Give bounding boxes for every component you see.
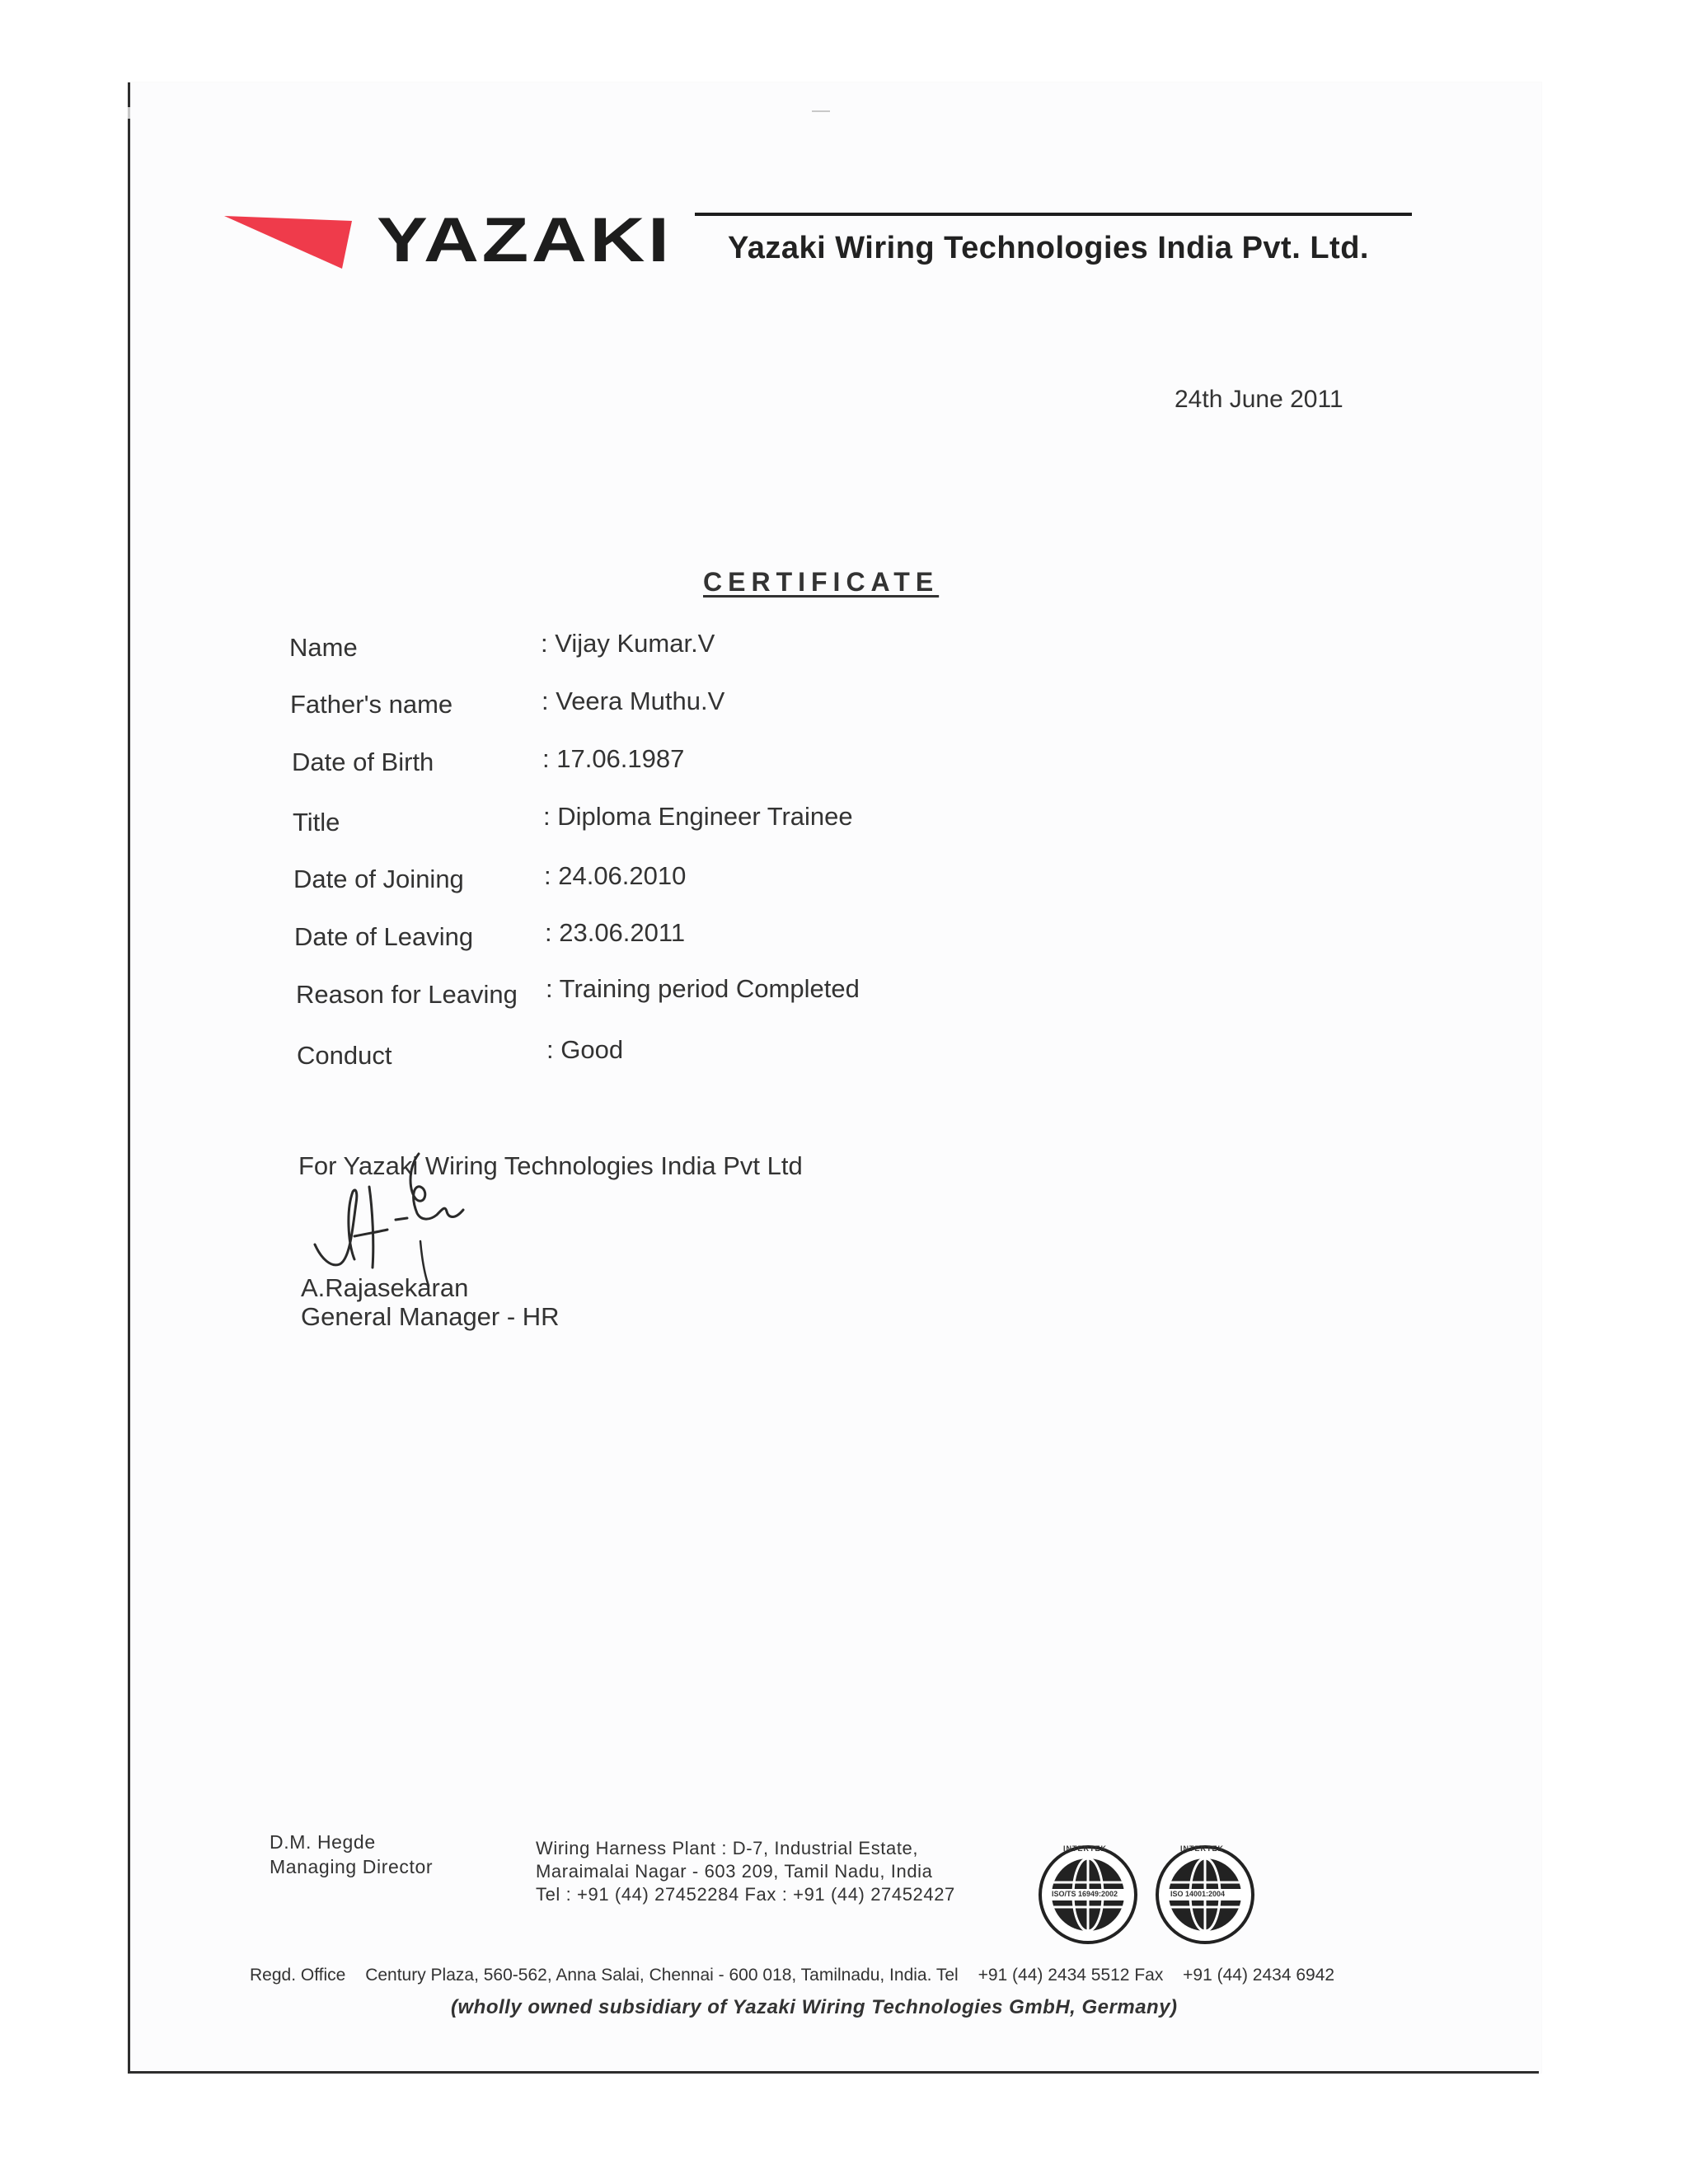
field-label-date-of-leaving: Date of Leaving (294, 922, 474, 951)
plant-address-line3: Tel : +91 (44) 27452284 Fax : +91 (44) 27452427 (536, 1884, 955, 1905)
yazaki-logo-icon (224, 216, 356, 274)
badge1-org: INTERTEK (1063, 1844, 1107, 1853)
regd-office-label: Regd. Office (250, 1966, 346, 1985)
company-name: Yazaki Wiring Technologies India Pvt. Ltd. (728, 231, 1369, 265)
signatory-title: General Manager - HR (301, 1302, 560, 1331)
field-label-conduct: Conduct (297, 1041, 392, 1070)
scan-mark (128, 107, 130, 119)
header-rule (695, 213, 1412, 216)
field-label-fathers-name: Father's name (290, 690, 453, 719)
regd-office-address: Century Plaza, 560-562, Anna Salai, Chennai - 600 018, Tamilnadu, India. Tel (365, 1966, 959, 1985)
field-value-date-of-leaving: : 23.06.2011 (545, 918, 686, 947)
field-label-date-of-birth: Date of Birth (292, 748, 434, 776)
field-label-name: Name (289, 633, 358, 662)
field-label-title: Title (293, 808, 340, 837)
md-name: D.M. Hegde (270, 1831, 376, 1853)
page-bottom-edge (128, 2071, 1539, 2074)
plant-address-line1: Wiring Harness Plant : D-7, Industrial Estate, (536, 1838, 919, 1858)
badge1-standard: ISO/TS 16949:2002 (1052, 1890, 1118, 1898)
signature-image (305, 1144, 486, 1288)
md-title: Managing Director (270, 1856, 434, 1877)
field-value-date-of-birth: : 17.06.1987 (542, 744, 685, 773)
field-value-date-of-joining: : 24.06.2010 (544, 861, 687, 890)
badge2-standard: ISO 14001:2004 (1170, 1890, 1226, 1898)
field-value-name: : Vijay Kumar.V (541, 629, 715, 658)
regd-office-tel: +91 (44) 2434 5512 Fax (978, 1966, 1164, 1985)
for-company-line: For Yazaki Wiring Technologies India Pvt Ltd (298, 1151, 803, 1180)
field-value-reason-for-leaving: : Training period Completed (546, 974, 860, 1003)
field-value-conduct: : Good (546, 1035, 624, 1064)
brand-wordmark: YAZAKI (377, 205, 673, 275)
field-label-reason-for-leaving: Reason for Leaving (296, 980, 518, 1009)
plant-address-line2: Maraimalai Nagar - 603 209, Tamil Nadu, India (536, 1861, 933, 1882)
document-title: CERTIFICATE (703, 567, 940, 597)
field-label-date-of-joining: Date of Joining (293, 865, 464, 893)
document-page (128, 82, 1541, 2073)
document-date: 24th June 2011 (1175, 386, 1343, 413)
registered-office-line (250, 1966, 1349, 1985)
signatory-name: A.Rajasekaran (301, 1273, 469, 1302)
subsidiary-note: (wholly owned subsidiary of Yazaki Wiring Technologies GmbH, Germany) (451, 1996, 1178, 2018)
scan-mark (812, 110, 830, 112)
field-value-title: : Diploma Engineer Trainee (543, 802, 853, 831)
badge2-org: INTERTEK (1180, 1844, 1224, 1853)
field-value-fathers-name: : Veera Muthu.V (542, 687, 725, 715)
regd-office-fax: +91 (44) 2434 6942 (1183, 1966, 1335, 1985)
